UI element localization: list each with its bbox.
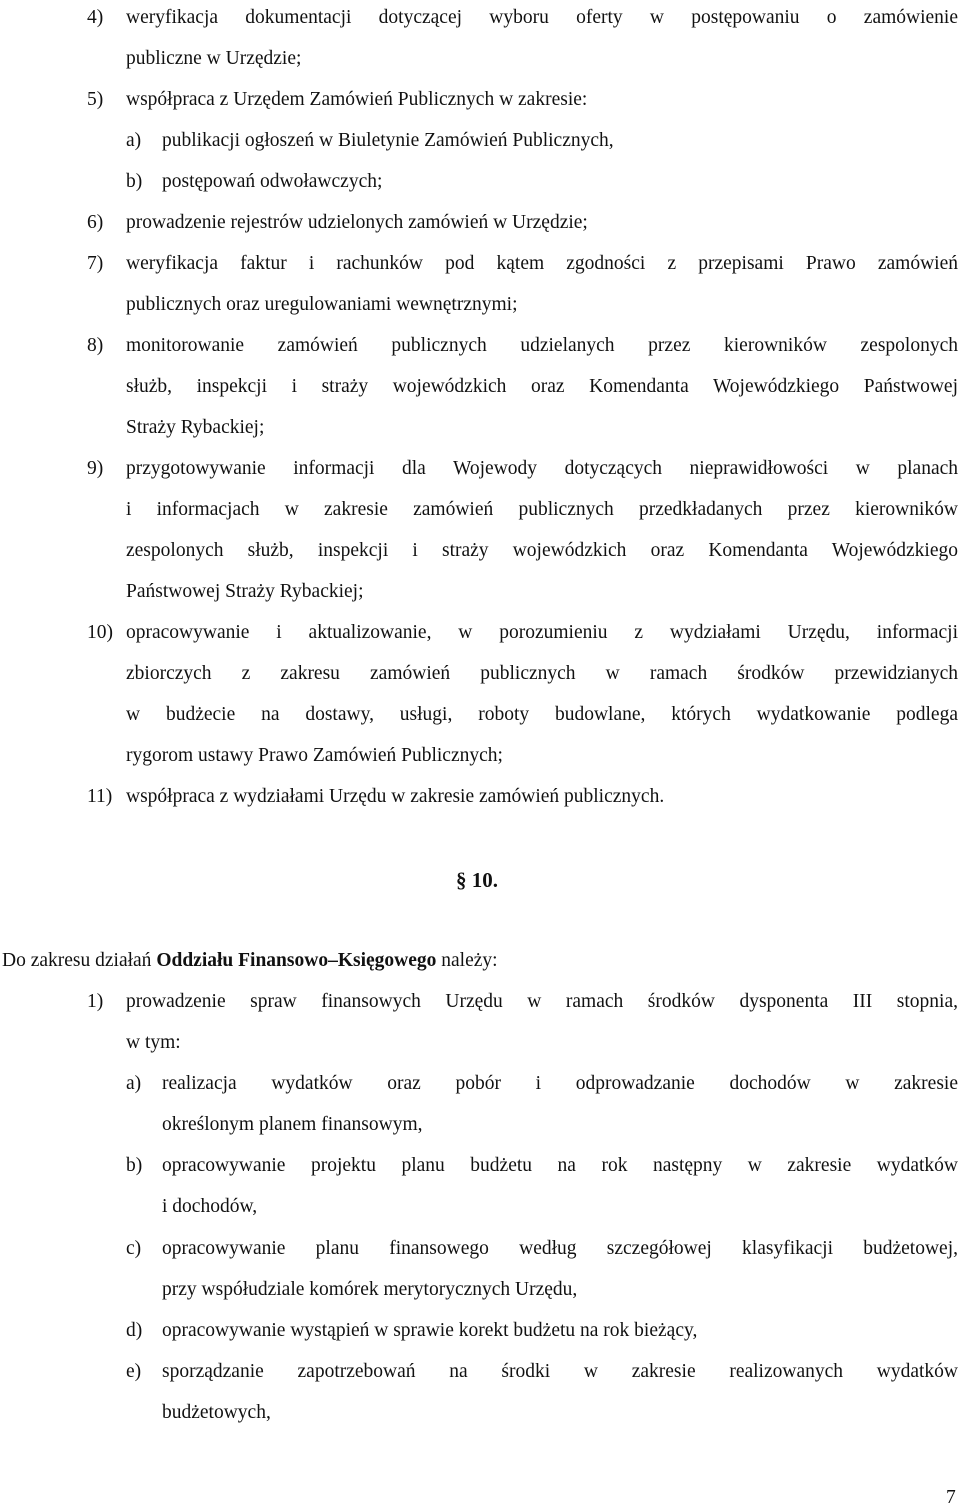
fin-item-c-line-1: opracowywanie planu finansowego według szczegółowej klasyfikacji budżetowej, xyxy=(162,1238,958,1259)
item-5a-text: publikacji ogłoszeń w Biuletynie Zamówień Publicznych, xyxy=(162,130,614,151)
item-10-line-4: rygorom ustawy Prawo Zamówień Publicznych; xyxy=(126,745,503,766)
fin-item-a-line-2: określonym planem finansowym, xyxy=(162,1114,423,1135)
fin-item-1-number: 1) xyxy=(87,991,104,1012)
item-5b-letter: b) xyxy=(126,171,143,192)
item-10-line-1: opracowywanie i aktualizowanie, w porozumieniu z wydziałami Urzędu, informacji xyxy=(126,622,958,643)
item-7-line-1: weryfikacja faktur i rachunków pod kątem zgodności z przepisami Prawo zamówień xyxy=(126,253,958,274)
item-5a-letter: a) xyxy=(126,130,142,151)
item-9-number: 9) xyxy=(87,458,104,479)
item-7-line-2: publicznych oraz uregulowaniami wewnętrznymi; xyxy=(126,294,518,315)
item-7-number: 7) xyxy=(87,253,104,274)
item-8-line-3: Straży Rybackiej; xyxy=(126,417,265,438)
fin-item-e-line-1: sporządzanie zapotrzebowań na środki w zakresie realizowanych wydatków xyxy=(162,1361,958,1382)
item-5b-text: postępowań odwoławczych; xyxy=(162,171,383,192)
item-10-line-3: w budżecie na dostawy, usługi, roboty budowlane, których wydatkowanie podlega xyxy=(126,704,958,725)
item-8-line-1: monitorowanie zamówień publicznych udzielanych przez kierowników zespolonych xyxy=(126,335,958,356)
item-6-number: 6) xyxy=(87,212,104,233)
item-9-line-2: i informacjach w zakresie zamówień publicznych przedkładanych przez kierowników xyxy=(126,499,958,520)
item-8-number: 8) xyxy=(87,335,104,356)
page-number: 7 xyxy=(946,1487,956,1508)
item-9-line-4: Państwowej Straży Rybackiej; xyxy=(126,581,364,602)
item-5-line-1: współpraca z Urzędem Zamówień Publicznych w zakresie: xyxy=(126,89,588,110)
item-10-line-2: zbiorczych z zakresu zamówień publicznych w ramach środków przewidzianych xyxy=(126,663,958,684)
item-5-number: 5) xyxy=(87,89,104,110)
fin-item-1-line-1: prowadzenie spraw finansowych Urzędu w ramach środków dysponenta III stopnia, xyxy=(126,991,958,1012)
fin-item-e-letter: e) xyxy=(126,1361,142,1382)
fin-item-a-line-1: realizacja wydatków oraz pobór i odprowadzanie dochodów w zakresie xyxy=(162,1073,958,1094)
section-heading: § 10. xyxy=(456,868,498,892)
item-6-line-1: prowadzenie rejestrów udzielonych zamówień w Urzędzie; xyxy=(126,212,588,233)
item-4-line-1: weryfikacja dokumentacji dotyczącej wyboru oferty w postępowaniu o zamówienie xyxy=(126,7,958,28)
item-4-line-2: publiczne w Urzędzie; xyxy=(126,48,302,69)
item-4-number: 4) xyxy=(87,7,104,28)
item-9-line-3: zespolonych służb, inspekcji i straży wojewódzkich oraz Komendanta Wojewódzkiego xyxy=(126,540,958,561)
intro-text-before: Do zakresu działań xyxy=(2,950,157,971)
fin-item-c-line-2: przy współudziale komórek merytorycznych Urzędu, xyxy=(162,1279,578,1300)
fin-item-c-letter: c) xyxy=(126,1238,142,1259)
intro-text-after: należy: xyxy=(436,950,498,971)
section-intro xyxy=(2,948,498,974)
item-9-line-1: przygotowywanie informacji dla Wojewody dotyczących nieprawidłowości w planach xyxy=(126,458,958,479)
fin-item-1-line-2: w tym: xyxy=(126,1032,181,1053)
fin-item-e-line-2: budżetowych, xyxy=(162,1402,271,1423)
department-name: Oddziału Finansowo–Księgowego xyxy=(156,950,437,971)
item-8-line-2: służb, inspekcji i straży wojewódzkich oraz Komendanta Wojewódzkiego Państwowej xyxy=(126,376,958,397)
fin-item-a-letter: a) xyxy=(126,1073,142,1094)
item-11-number: 11) xyxy=(87,786,113,807)
item-11-line-1: współpraca z wydziałami Urzędu w zakresie zamówień publicznych. xyxy=(126,786,665,807)
item-10-number: 10) xyxy=(87,622,113,643)
fin-item-b-line-2: i dochodów, xyxy=(162,1196,258,1217)
fin-item-b-letter: b) xyxy=(126,1155,143,1176)
fin-item-d-letter: d) xyxy=(126,1320,143,1341)
fin-item-b-line-1: opracowywanie projektu planu budżetu na rok następny w zakresie wydatków xyxy=(162,1155,958,1176)
fin-item-d-line-1: opracowywanie wystąpień w sprawie korekt budżetu na rok bieżący, xyxy=(162,1320,698,1341)
